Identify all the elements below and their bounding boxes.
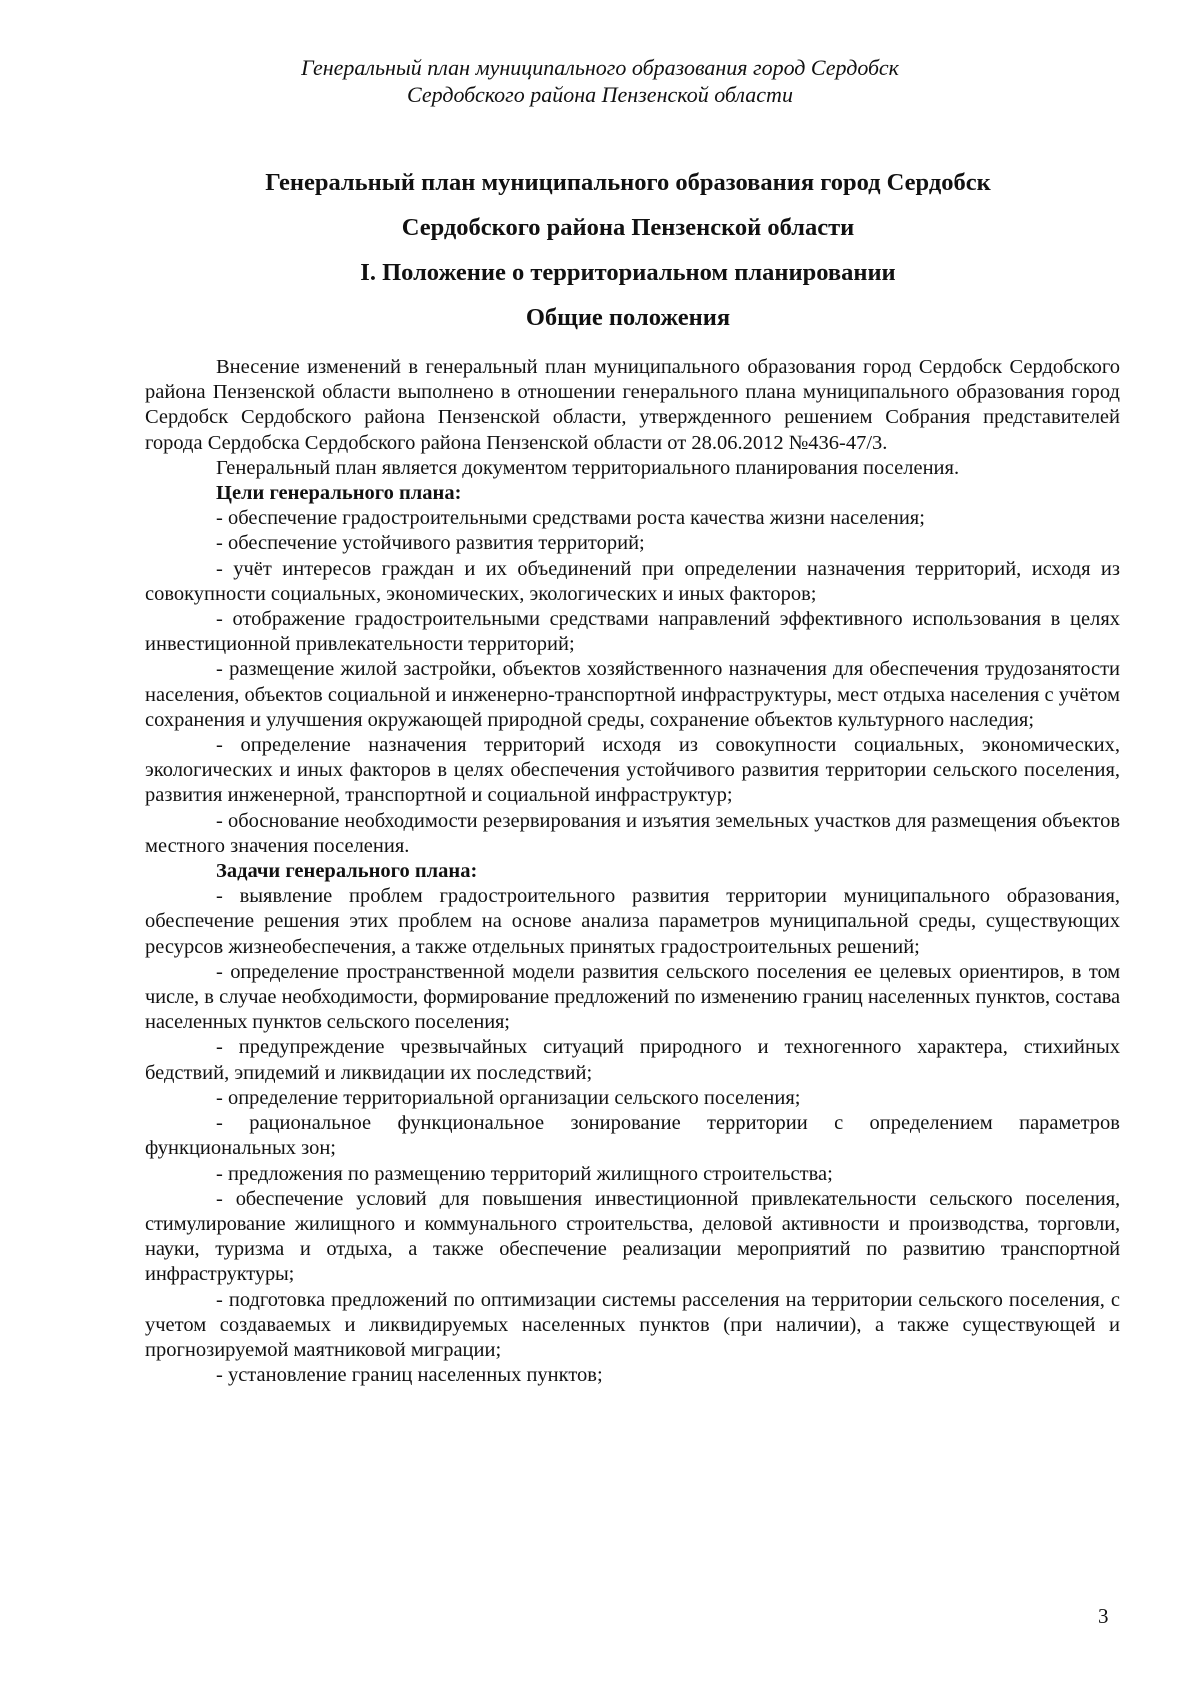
goal-item-3: - учёт интересов граждан и их объединений при определении назначения территорий, исходя из совокупности социальных, экономических, экологических и иных факторов; <box>145 557 1120 605</box>
tasks-heading: Задачи генерального плана: <box>216 860 478 883</box>
document-title-block <box>140 160 1116 340</box>
goal-item-4: - отображение градостроительными средствами направлений эффективного использования в целях инвестиционной привлекательности территорий; <box>145 608 1120 656</box>
task-item-4: - определение территориальной организации сельского поселения; <box>216 1086 801 1109</box>
intro-paragraph-2: Генеральный план является документом территориального планирования поселения. <box>216 456 960 479</box>
task-item-6: - предложения по размещению территорий жилищного строительства; <box>216 1162 833 1185</box>
document-title-line-1: Генеральный план муниципального образования город Сердобск <box>265 169 991 196</box>
body-text <box>145 355 1120 1388</box>
task-item-2: - определение пространственной модели развития сельского поселения ее целевых ориентиров, в том числе, в случае необходимости, формирование предложений по изменению границ населенных пунктов, состава населенных пунктов сельского поселения; <box>145 960 1120 1034</box>
intro-paragraph-1: Внесение изменений в генеральный план муниципального образования город Сердобск Сердобского района Пензенской области выполнено в отношении генерального плана муниципального образования город Сердобск Сердобского района Пензенской области, утвержденного решением Собрания представителей города Сердобска Сердобского района Пензенской области от 28.06.2012 №436-47/3. <box>145 356 1120 454</box>
task-item-1: - выявление проблем градостроительного развития территории муниципального образования, обеспечение решения этих проблем на основе анализа параметров муниципальной среды, существующих ресурсов жизнеобеспечения, а также отдельных принятых градостроительных решений; <box>145 885 1120 958</box>
goal-item-1: - обеспечение градостроительными средствами роста качества жизни населения; <box>216 507 925 530</box>
section-title: I. Положение о территориальном планировании <box>360 259 896 286</box>
document-title-line-2: Сердобского района Пензенской области <box>401 214 855 241</box>
goal-item-6: - определение назначения территорий исходя из совокупности социальных, экономических, экологических и иных факторов в целях обеспечения устойчивого развития территории сельского поселения, развития инженерной, транспортной и социальной инфраструктур; <box>145 734 1120 807</box>
goal-item-2: - обеспечение устойчивого развития территорий; <box>216 532 645 555</box>
task-item-9: - установление границ населенных пунктов; <box>216 1364 603 1387</box>
running-header <box>0 54 1200 108</box>
running-header-line-2: Сердобского района Пензенской области <box>407 82 793 107</box>
task-item-3: - предупреждение чрезвычайных ситуаций природного и техногенного характера, стихийных бедствий, эпидемий и ликвидации их последствий; <box>145 1036 1120 1084</box>
running-header-line-1: Генеральный план муниципального образования город Сердобск <box>301 55 899 80</box>
goal-item-7: - обоснование необходимости резервирования и изъятия земельных участков для размещения объектов местного значения поселения. <box>145 809 1120 857</box>
subsection-title: Общие положения <box>525 304 731 331</box>
goals-heading: Цели генерального плана: <box>216 482 462 505</box>
page-number: 3 <box>1098 1604 1109 1628</box>
goal-item-5: - размещение жилой застройки, объектов хозяйственного назначения для обеспечения трудозанятости населения, объектов социальной и инженерно-транспортной инфраструктуры, мест отдыха населения с учётом сохранения и улучшения окружающей природной среды, сохранение объектов культурного наследия; <box>145 658 1120 731</box>
task-item-5: - рациональное функциональное зонирование территории с определением параметров функциональных зон; <box>145 1112 1120 1160</box>
task-item-8: - подготовка предложений по оптимизации системы расселения на территории сельского поселения, с учетом создаваемых и ликвидируемых населенных пунктов (при наличии), а также существующей и прогнозируемой маятниковой миграции; <box>145 1288 1120 1361</box>
task-item-7: - обеспечение условий для повышения инвестиционной привлекательности сельского поселения, стимулирование жилищного и коммунального строительства, деловой активности и производства, торговли, науки, туризма и отдыха, а также обеспечение реализации мероприятий по развитию транспортной инфраструктуры; <box>145 1187 1120 1286</box>
